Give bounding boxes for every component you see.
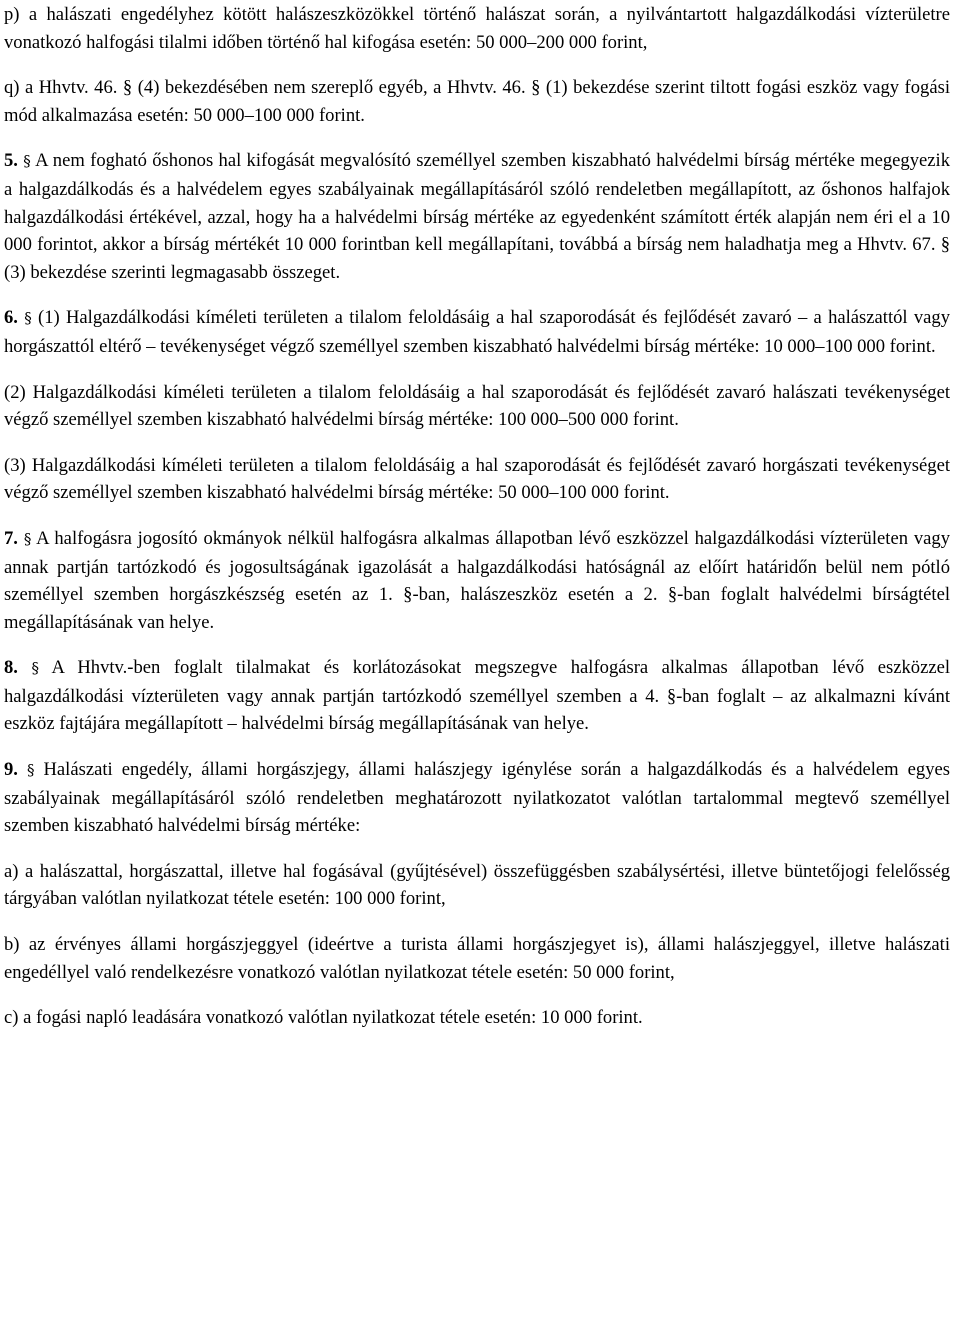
paragraph-text: Halászati engedély, állami horgászjegy, állami halászjegy igénylése során a halgazdálkodás és a halvédelem egyes szabályainak megállapításáról szóló rendeletben meghatározott nyilatkozatot valótlan tartalommal megtevő személlyel szemben kiszabható halvédelmi bírság mértéke:	[4, 759, 950, 837]
section-sign: §	[23, 529, 32, 548]
paragraph-text: (3) Halgazdálkodási kíméleti területen a tilalom feloldásáig a hal szaporodását és fejlődését zavaró horgászati tevékenységet végző személlyel szemben kiszabható halvédelmi bírság mértéke: 50 000–100 000 forint.	[4, 454, 950, 504]
document-body	[4, 1, 950, 1050]
paragraph-q	[4, 74, 950, 129]
item-b	[4, 931, 950, 986]
paragraph-text: (1) Halgazdálkodási kíméleti területen a tilalom feloldásáig a hal szaporodását és fejlődését zavaró – a halászattól vagy horgászattól eltérő – tevékenységet végző személlyel szemben kiszabható halvédelmi bírság mértéke: 10 000–100 000 forint.	[4, 307, 950, 357]
section-6-3	[4, 452, 950, 507]
paragraph-text: q) a Hhvtv. 46. § (4) bekezdésében nem szereplő egyéb, a Hhvtv. 46. § (1) bekezdése szerint tiltott fogási eszköz vagy fogási mód alkalmazása esetén: 50 000–100 000 forint.	[4, 77, 950, 126]
section-6-2	[4, 379, 950, 434]
section-sign: §	[24, 309, 32, 328]
section-8	[4, 654, 950, 738]
paragraph-text: c) a fogási napló leadására vonatkozó valótlan nyilatkozat tétele esetén: 10 000 forint.	[4, 1007, 643, 1029]
section-sign: §	[26, 761, 35, 780]
section-sign: §	[23, 152, 31, 171]
section-9	[4, 756, 950, 840]
section-number: 6.	[4, 307, 18, 329]
section-7	[4, 525, 950, 636]
section-number: 8.	[4, 657, 18, 679]
section-number: 7.	[4, 527, 18, 549]
section-sign: §	[31, 659, 39, 678]
section-number: 9.	[4, 759, 18, 781]
paragraph-text: a) a halászattal, horgászattal, illetve hal fogásával (gyűjtésével) összefüggésben szabálysértési, illetve büntetőjogi felelősség tárgyában valótlan nyilatkozat tétele esetén: 100 000 forint,	[4, 860, 950, 910]
section-5	[4, 147, 950, 286]
paragraph-text: A nem fogható őshonos hal kifogását megvalósító személlyel szemben kiszabható halvédelmi bírság mértéke megegyezik a halgazdálkodás és a halvédelem egyes szabályainak megállapításáról szóló rendeletben megállapított, az őshonos halfajok halgazdálkodási értékével, azzal, hogy ha a halvédelmi bírság mértéke az egyedenként számított érték alapján nem éri el a 10 000 forintot, akkor a bírság mértékét 10 000 forintban kell megállapítani, továbbá a bírság nem haladhatja meg a Hhvtv. 67. § (3) bekezdése szerinti legmagasabb összeget.	[4, 150, 950, 283]
paragraph-text: (2) Halgazdálkodási kíméleti területen a tilalom feloldásáig a hal szaporodását és fejlődését zavaró halászati tevékenységet végző személlyel szemben kiszabható halvédelmi bírság mértéke: 100 000–500 000 forint.	[4, 381, 950, 431]
paragraph-text: p) a halászati engedélyhez kötött halászeszközökkel történő halászat során, a nyilvántartott halgazdálkodási vízterületre vonatkozó halfogási tilalmi időben történő hal kifogása esetén: 50 000–200 000 forint,	[4, 4, 950, 53]
item-c	[4, 1004, 950, 1032]
section-6-1	[4, 304, 950, 360]
paragraph-text: A Hhvtv.-ben foglalt tilalmakat és korlátozásokat megszegve halfogásra alkalmas állapotban lévő eszközzel halgazdálkodási vízterületen vagy annak partján tartózkodó személlyel szemben a 4. §-ban foglalt – az alkalmazni kívánt eszköz fajtájára megállapított – halvédelmi bírság megállapításának van helye.	[4, 657, 950, 735]
paragraph-text: A halfogásra jogosító okmányok nélkül halfogásra alkalmas állapotban lévő eszközzel halgazdálkodási vízterületen vagy annak partján tartózkodó és jogosultságának igazolását a halgazdálkodási hatóságnál az előírt határidőn belül nem pótló személlyel szemben horgászkészség esetén az 1. §-ban, halászeszköz esetén a 2. §-ban foglalt halvédelmi bírságtétel megállapításának van helye.	[4, 527, 950, 633]
item-a	[4, 858, 950, 913]
paragraph-p	[4, 1, 950, 56]
section-number: 5.	[4, 150, 18, 172]
paragraph-text: b) az érvényes állami horgászjeggyel (ideértve a turista állami horgászjegyet is), állami halászjeggyel, illetve halászati engedéllyel való rendelkezésre vonatkozó valótlan nyilatkozat tétele esetén: 50 000 forint,	[4, 934, 950, 983]
